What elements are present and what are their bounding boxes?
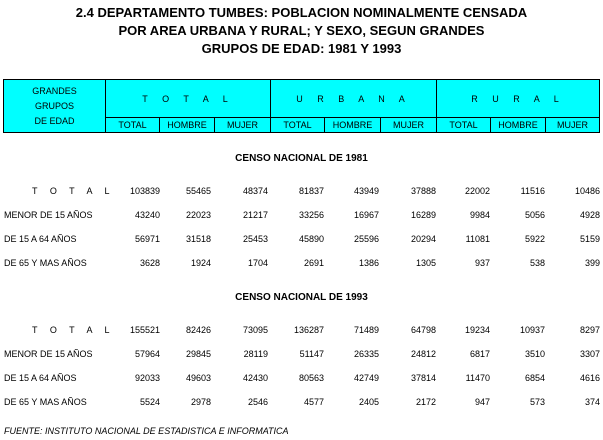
table-row [0, 373, 603, 387]
page-title-line-1: 2.4 DEPARTAMENTO TUMBES: POBLACION NOMINALMENTE CENSADA [75, 5, 528, 20]
section-title-1993: CENSO NACIONAL DE 1993 [235, 292, 368, 303]
row-label: MENOR DE 15 AÑOS [4, 210, 93, 220]
cell-value: 1924 [190, 258, 211, 268]
cell-value: 3307 [579, 349, 600, 359]
cell-value: 16967 [353, 210, 379, 220]
cell-value: 2172 [415, 397, 436, 407]
cell-value: 538 [529, 258, 545, 268]
header-group-urbana [270, 79, 437, 118]
cell-value: 43240 [134, 210, 160, 220]
cell-value: 45890 [298, 234, 324, 244]
cell-value: 71489 [353, 325, 379, 335]
cell-value: 947 [474, 397, 490, 407]
cell-value: 80563 [298, 373, 324, 383]
cell-value: 29845 [185, 349, 211, 359]
cell-value: 37814 [410, 373, 436, 383]
header-subcol-rural-total: TOTAL [436, 117, 491, 133]
cell-value: 3510 [524, 349, 545, 359]
cell-value: 6854 [524, 373, 545, 383]
cell-value: 374 [584, 397, 600, 407]
cell-value: 155521 [129, 325, 160, 335]
cell-value: 5922 [524, 234, 545, 244]
cell-value: 8297 [579, 325, 600, 335]
cell-value: 31518 [185, 234, 211, 244]
cell-value: 48374 [242, 186, 268, 196]
cell-value: 73095 [242, 325, 268, 335]
cell-value: 43949 [353, 186, 379, 196]
header-subcol-urbana-total: TOTAL [270, 117, 325, 133]
table-row [0, 258, 603, 272]
cell-value: 42430 [242, 373, 268, 383]
header-group-urbana-label: U R B A N A [296, 93, 411, 104]
table-row [0, 397, 603, 411]
header-group-rural [436, 79, 600, 118]
header-grandes-line-1: GRANDES [32, 85, 77, 96]
header-subcol-urbana-mujer: MUJER [380, 117, 437, 133]
header-grandes-grupos [3, 79, 106, 133]
header-group-total [105, 79, 271, 118]
row-label: T O T A L [32, 186, 115, 196]
cell-value: 22023 [185, 210, 211, 220]
cell-value: 26335 [353, 349, 379, 359]
cell-value: 136287 [293, 325, 324, 335]
header-subcol-total-hombre: HOMBRE [159, 117, 215, 133]
cell-value: 11081 [465, 234, 490, 244]
cell-value: 2691 [303, 258, 324, 268]
header-group-rural-label: R U R A L [471, 93, 565, 104]
cell-value: 10486 [574, 186, 600, 196]
page-title-line-2: POR AREA URBANA Y RURAL; Y SEXO, SEGUN GRANDES [118, 23, 485, 38]
cell-value: 28119 [243, 349, 268, 359]
row-label: T O T A L [32, 325, 115, 335]
cell-value: 103839 [129, 186, 160, 196]
header-grandes-line-3: DE EDAD [34, 115, 75, 126]
cell-value: 10937 [519, 325, 545, 335]
cell-value: 21217 [242, 210, 268, 220]
cell-value: 25453 [242, 234, 268, 244]
cell-value: 4577 [303, 397, 324, 407]
cell-value: 1704 [247, 258, 268, 268]
cell-value: 1305 [415, 258, 436, 268]
header-subcol-total-total: TOTAL [105, 117, 160, 133]
cell-value: 399 [584, 258, 600, 268]
table-row [0, 325, 603, 339]
header-subcol-urbana-hombre: HOMBRE [324, 117, 381, 133]
section-title-1981: CENSO NACIONAL DE 1981 [235, 153, 368, 164]
cell-value: 64798 [410, 325, 436, 335]
cell-value: 9984 [469, 210, 490, 220]
cell-value: 20294 [410, 234, 436, 244]
cell-value: 5056 [524, 210, 545, 220]
cell-value: 2405 [358, 397, 379, 407]
cell-value: 57964 [134, 349, 160, 359]
row-label: DE 15 A 64 AÑOS [4, 234, 77, 244]
cell-value: 11516 [520, 186, 545, 196]
cell-value: 3628 [139, 258, 160, 268]
cell-value: 2546 [247, 397, 268, 407]
cell-value: 55465 [185, 186, 211, 196]
cell-value: 573 [529, 397, 545, 407]
cell-value: 5524 [139, 397, 160, 407]
cell-value: 33256 [298, 210, 324, 220]
cell-value: 81837 [298, 186, 324, 196]
cell-value: 16289 [410, 210, 436, 220]
source-note: FUENTE: INSTITUTO NACIONAL DE ESTADISTICA E INFORMATICA [4, 426, 289, 436]
cell-value: 5159 [579, 234, 600, 244]
cell-value: 49603 [185, 373, 211, 383]
cell-value: 51147 [299, 349, 324, 359]
cell-value: 4616 [579, 373, 600, 383]
table-row [0, 234, 603, 248]
row-label: DE 65 Y MAS AÑOS [4, 397, 87, 407]
cell-value: 19234 [464, 325, 490, 335]
cell-value: 1386 [358, 258, 379, 268]
table-row [0, 186, 603, 200]
cell-value: 56971 [134, 234, 160, 244]
cell-value: 37888 [410, 186, 436, 196]
cell-value: 6817 [469, 349, 490, 359]
cell-value: 22002 [464, 186, 490, 196]
cell-value: 92033 [134, 373, 160, 383]
row-label: DE 65 Y MAS AÑOS [4, 258, 87, 268]
cell-value: 42749 [353, 373, 379, 383]
cell-value: 82426 [185, 325, 211, 335]
header-subcol-rural-hombre: HOMBRE [490, 117, 546, 133]
cell-value: 2978 [190, 397, 211, 407]
header-grandes-line-2: GRUPOS [34, 100, 74, 111]
header-group-total-label: T O T A L [142, 93, 234, 104]
cell-value: 24812 [410, 349, 436, 359]
page-title-line-3: GRUPOS DE EDAD: 1981 Y 1993 [201, 41, 402, 56]
cell-value: 25596 [353, 234, 379, 244]
cell-value: 4928 [579, 210, 600, 220]
header-subcol-rural-mujer: MUJER [545, 117, 600, 133]
table-row [0, 349, 603, 363]
row-label: DE 15 A 64 AÑOS [4, 373, 77, 383]
table-row [0, 210, 603, 224]
cell-value: 11470 [465, 373, 490, 383]
row-label: MENOR DE 15 AÑOS [4, 349, 93, 359]
header-subcol-total-mujer: MUJER [214, 117, 271, 133]
cell-value: 937 [474, 258, 490, 268]
